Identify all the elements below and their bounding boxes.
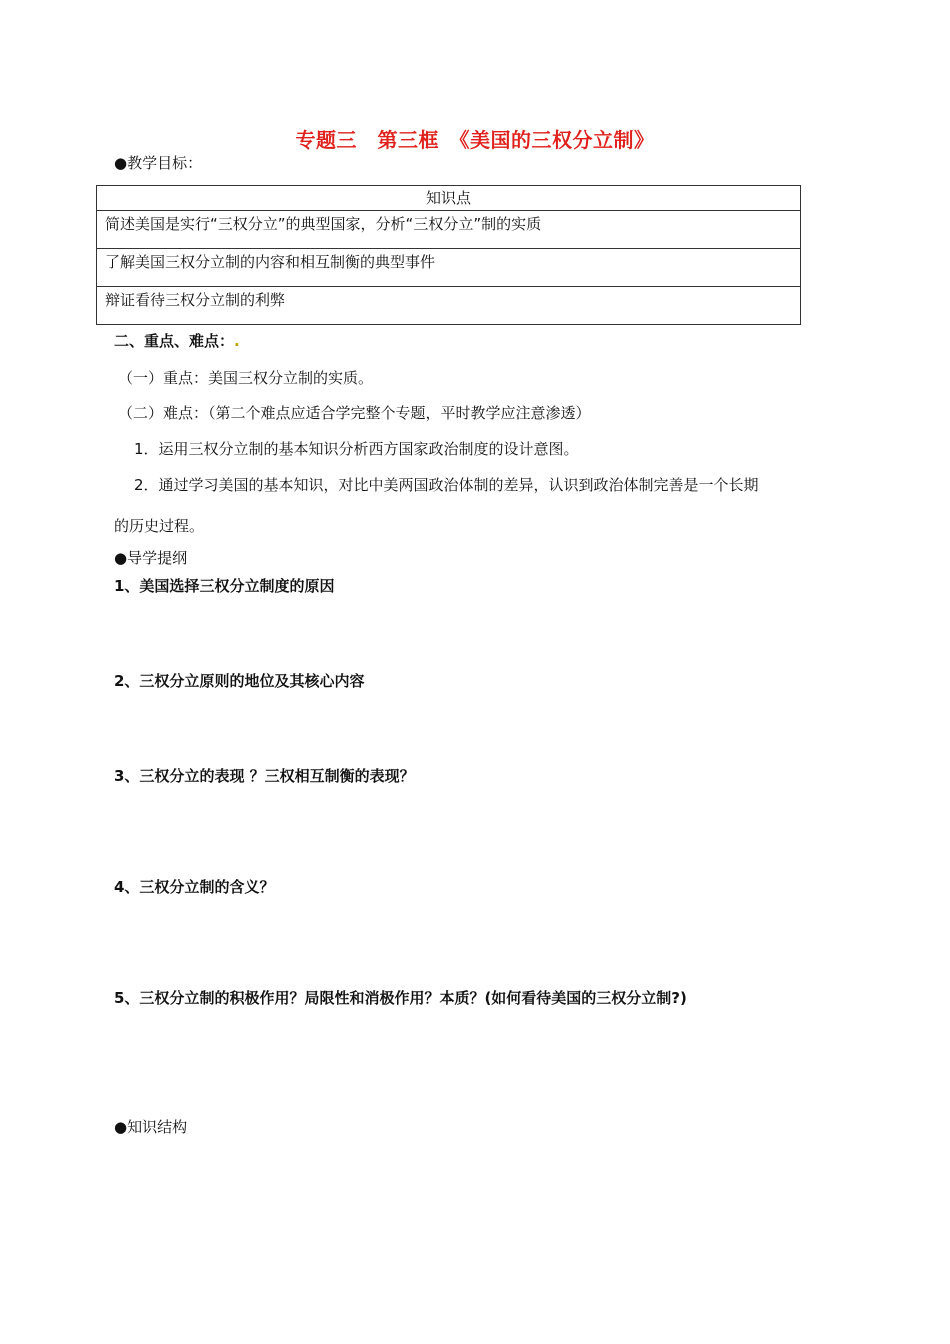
question-3: 3、三权分立的表现 ？三权相互制衡的表现？ [114,767,415,785]
question-5: 5、三权分立制的积极作用？局限性和消极作用？本质？(如何看待美国的三权分立制?) [114,989,687,1007]
difficulty: （二）难点：（第二个难点应适合学完整个专题，平时教学应注意渗透） [118,404,591,422]
guide-outline-label: ●导学提纲 [114,549,188,567]
key-points-heading-text: 二、重点、难点： [114,332,235,350]
key-points-heading [114,330,240,351]
decorative-dot-icon: . [234,332,240,350]
question-2: 2、三权分立原则的地位及其核心内容 [114,672,365,690]
question-4: 4、三权分立制的含义？ [114,878,275,896]
key-point: （一）重点：美国三权分立制的实质。 [118,369,374,387]
table-row: 了解美国三权分立制的内容和相互制衡的典型事件 [97,249,801,287]
knowledge-structure-label: ●知识结构 [114,1118,188,1136]
page-title: 专题三 第三框 《美国的三权分立制》 [295,128,655,152]
table-row: 简述美国是实行“三权分立”的典型国家，分析“三权分立”制的实质 [97,211,801,249]
teaching-goals-label: ●教学目标： [114,154,203,172]
knowledge-points-table [96,185,801,325]
difficulty-item-1: 1．运用三权分立制的基本知识分析西方国家政治制度的设计意图。 [134,440,579,458]
table-row: 辩证看待三权分立制的利弊 [97,287,801,325]
table-header: 知识点 [97,186,801,211]
difficulty-item-2-continued: 的历史过程。 [114,517,205,535]
question-1: 1、美国选择三权分立制度的原因 [114,577,335,595]
difficulty-item-2: 2．通过学习美国的基本知识，对比中美两国政治体制的差异，认识到政治体制完善是一个长期 [134,476,759,494]
